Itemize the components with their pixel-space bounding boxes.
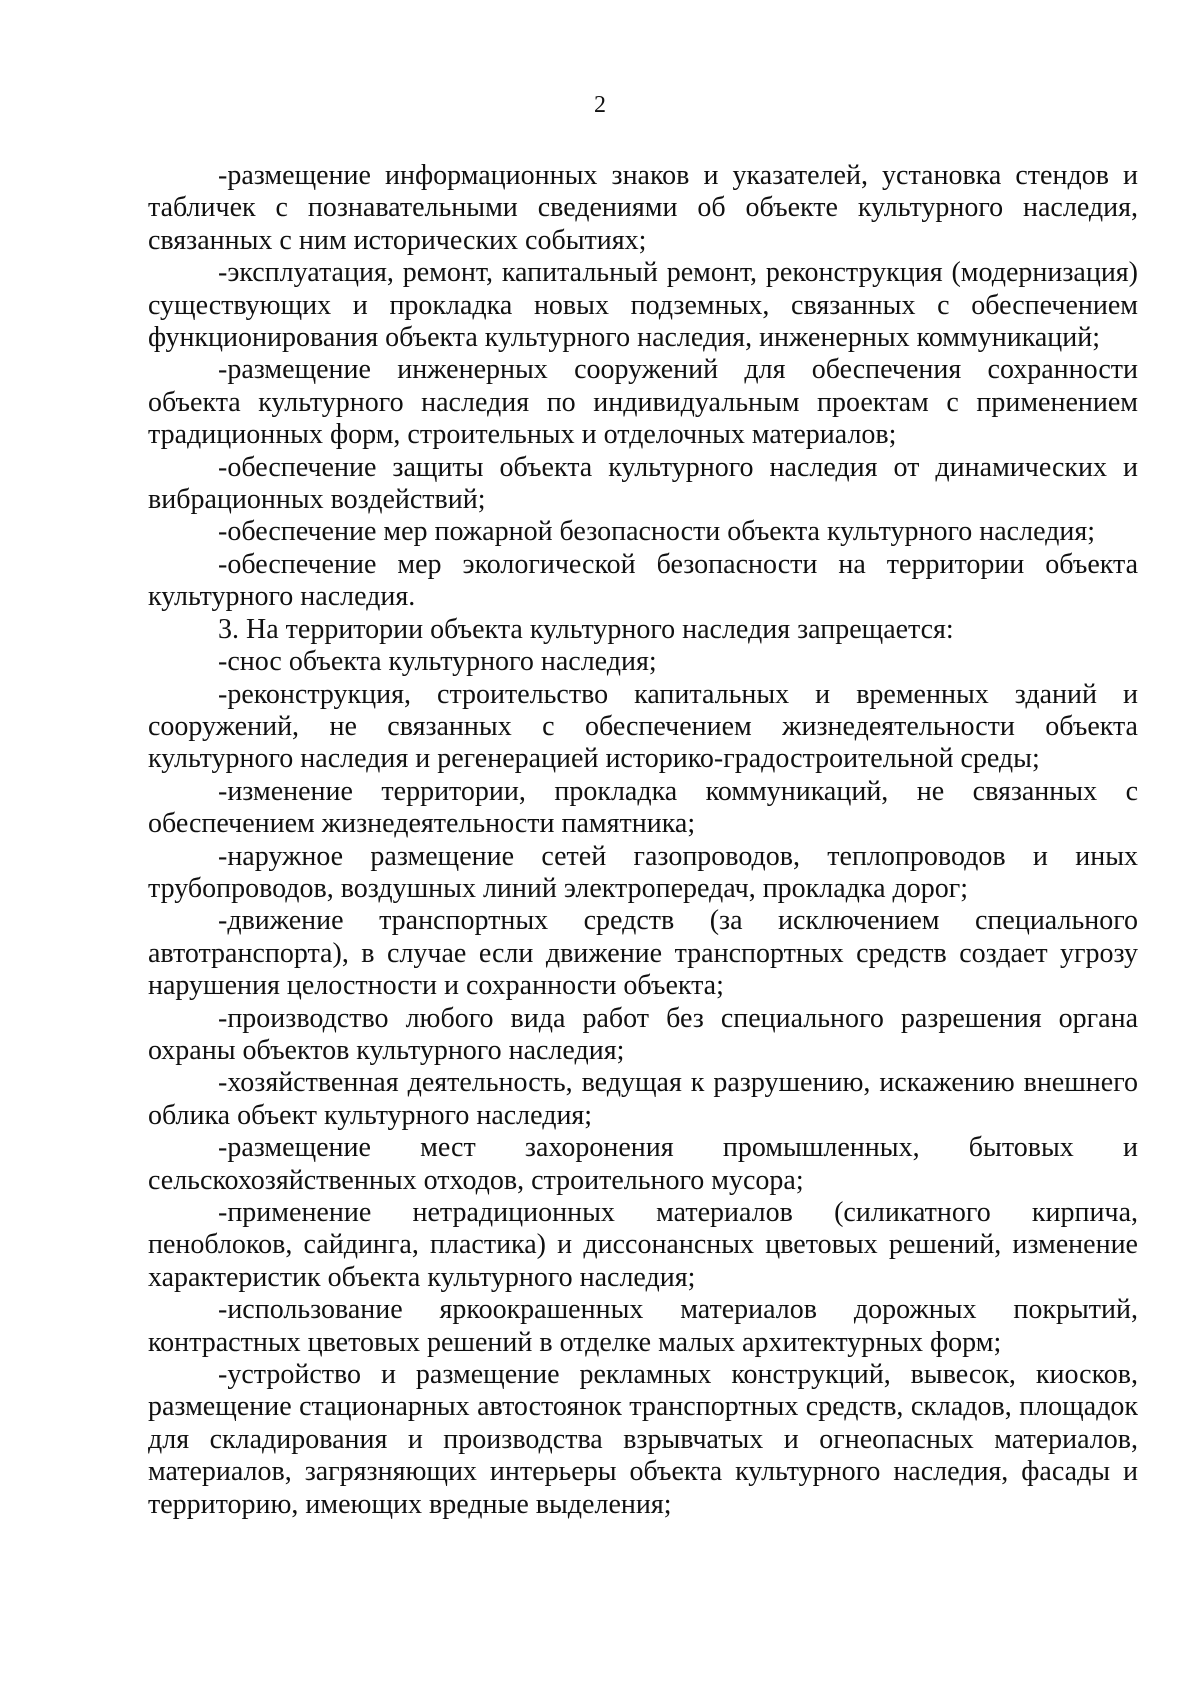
paragraph-nontraditional-materials: -применение нетрадиционных материалов (силикатного кирпича, пеноблоков, сайдинга, пластика) и диссонансных цветовых решений, изменение характеристик объекта культурного наследия; [148, 1197, 1138, 1293]
paragraph-info-signs: -размещение информационных знаков и указателей, установка стендов и табличек с познавательными сведениями об объекте культурного наследия, связанных с ним исторических событиях; [148, 160, 1138, 256]
paragraph-pipelines: -наружное размещение сетей газопроводов, теплопроводов и иных трубопроводов, воздушных линий электропередач, прокладка дорог; [148, 840, 1138, 904]
paragraph-territory-change: -изменение территории, прокладка коммуникаций, не связанных с обеспечением жизнедеятельности памятника; [148, 775, 1138, 840]
paragraph-bright-materials: -использование яркоокрашенных материалов дорожных покрытий, контрастных цветовых решений в отделке малых архитектурных форм; [148, 1294, 1138, 1358]
page-number: 2 [594, 92, 606, 118]
paragraph-vibration-protection: -обеспечение защиты объекта культурного наследия от динамических и вибрационных воздействий; [148, 451, 1138, 516]
paragraph-reconstruction: -реконструкция, строительство капитальных и временных зданий и сооружений, не связанных с обеспечением жизнедеятельности объекта культурного наследия и регенерацией историко-градостроительной среды; [148, 678, 1138, 775]
paragraph-waste-disposal: -размещение мест захоронения промышленных, бытовых и сельскохозяйственных отходов, строительного мусора; [148, 1132, 1138, 1196]
paragraph-works-without-permit: -производство любого вида работ без специального разрешения органа охраны объектов культурного наследия; [148, 1002, 1138, 1066]
paragraph-engineering-structures: -размещение инженерных сооружений для обеспечения сохранности объекта культурного наследия по индивидуальным проектам с применением традиционных форм, строительных и отделочных материалов; [148, 354, 1138, 451]
paragraph-economic-activity: -хозяйственная деятельность, ведущая к разрушению, искажению внешнего облика объект культурного наследия; [148, 1067, 1138, 1131]
paragraph-advertising-structures: -устройство и размещение рекламных конструкций, вывесок, киосков, размещение стационарных автостоянок транспортных средств, складов, площадок для складирования и производства взрывчатых и огнеопасных материалов, материалов, загрязняющих интерьеры объекта культурного наследия, фасады и территорию, имеющих вредные выделения; [148, 1359, 1138, 1520]
paragraph-utilities-maintenance: -эксплуатация, ремонт, капитальный ремонт, реконструкция (модернизация) существующих и прокладка новых подземных, связанных с обеспечением функционирования объекта культурного наследия, инженерных коммуникаций; [148, 257, 1138, 354]
paragraph-vehicle-traffic: -движение транспортных средств (за исключением специального автотранспорта), в случае если движение транспортных средств создает угрозу нарушения целостности и сохранности объекта; [148, 905, 1138, 1002]
paragraph-fire-safety: -обеспечение мер пожарной безопасности объекта культурного наследия; [218, 516, 1096, 548]
paragraph-section-3-heading: 3. На территории объекта культурного наследия запрещается: [218, 613, 954, 645]
document-body [148, 160, 1138, 1521]
paragraph-demolition: -снос объекта культурного наследия; [218, 646, 657, 678]
paragraph-ecological-safety: -обеспечение мер экологической безопасности на территории объекта культурного наследия. [148, 548, 1138, 613]
